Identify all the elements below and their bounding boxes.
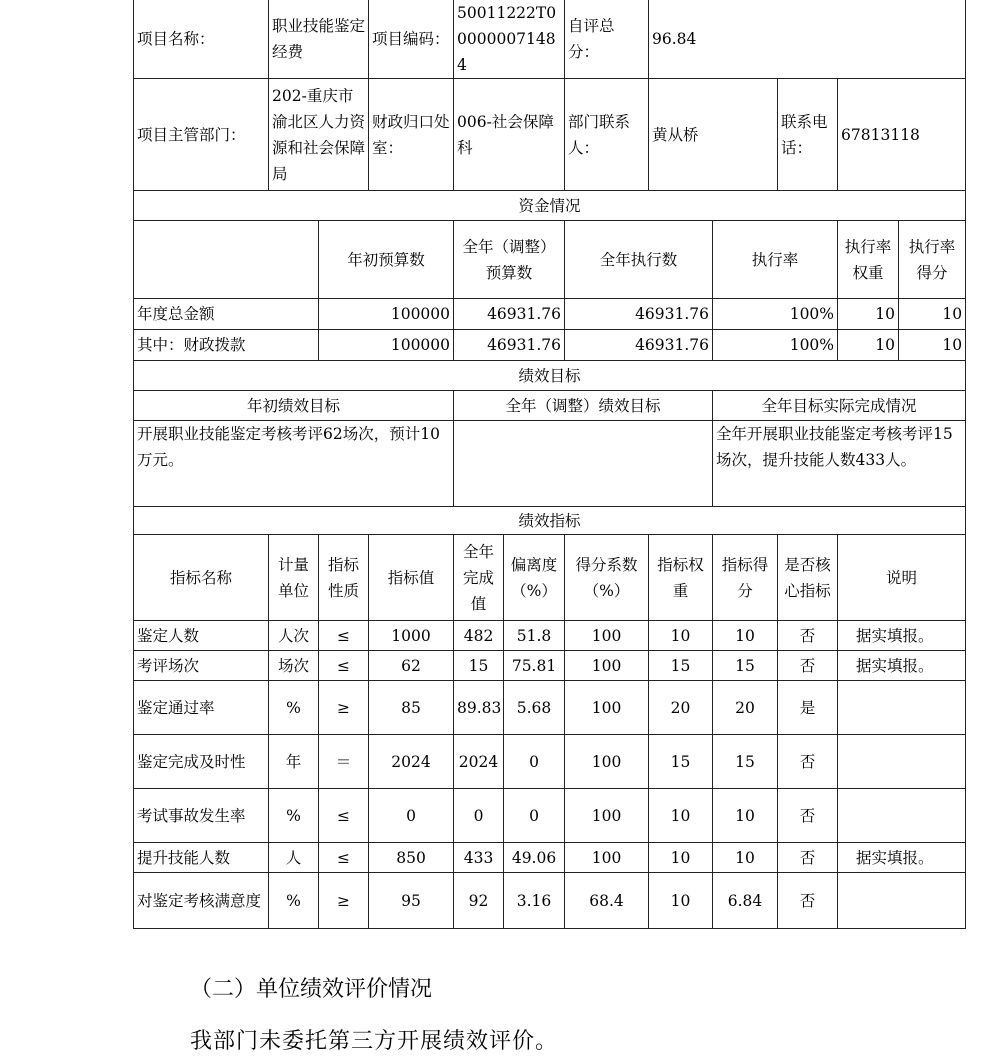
funds-header: 执行率 <box>713 221 838 299</box>
indicator-cell: 49.06 <box>504 843 565 873</box>
performance-table <box>133 0 966 929</box>
indicator-cell: 2024 <box>369 735 454 789</box>
indicator-cell: 482 <box>454 621 504 651</box>
funds-cell: 10 <box>838 299 899 330</box>
funds-cell: 10 <box>838 330 899 361</box>
funds-row <box>134 299 966 330</box>
indicator-header: 指标权重 <box>649 535 713 621</box>
indicator-cell: 89.83 <box>454 681 504 735</box>
indicator-cell: 5.68 <box>504 681 565 735</box>
funds-header: 执行率得分 <box>899 221 966 299</box>
indicator-row <box>134 789 966 843</box>
indicator-cell: 否 <box>778 735 838 789</box>
indicator-cell: 考试事故发生率 <box>134 789 269 843</box>
funds-header: 全年（调整）预算数 <box>454 221 565 299</box>
indicator-header: 全年完成值 <box>454 535 504 621</box>
indicator-cell: 62 <box>369 651 454 681</box>
goal-adjusted <box>454 421 713 507</box>
funds-header <box>134 221 319 299</box>
indicator-cell: ≤ <box>319 789 369 843</box>
funds-cell: 10 <box>899 299 966 330</box>
indicator-header: 说明 <box>838 535 966 621</box>
indicator-cell: 鉴定完成及时性 <box>134 735 269 789</box>
indicator-cell: 15 <box>713 651 778 681</box>
indicator-cell <box>838 873 966 929</box>
dept: 202-重庆市渝北区人力资源和社会保障局 <box>269 79 369 191</box>
funds-cell: 100% <box>713 299 838 330</box>
indicator-cell: 15 <box>454 651 504 681</box>
indicator-cell: 考评场次 <box>134 651 269 681</box>
indicator-row <box>134 843 966 873</box>
indicator-cell <box>838 789 966 843</box>
dept-label: 项目主管部门： <box>134 79 269 191</box>
indicator-cell: 否 <box>778 843 838 873</box>
indicator-cell: % <box>269 681 319 735</box>
indicator-cell: 10 <box>713 621 778 651</box>
project-code: 50011222T000000071484 <box>454 0 565 79</box>
indicator-header: 指标得分 <box>713 535 778 621</box>
funds-cell: 46931.76 <box>565 330 713 361</box>
score: 96.84 <box>649 0 966 79</box>
indicator-cell: 10 <box>713 789 778 843</box>
indicator-cell: 1000 <box>369 621 454 651</box>
indicator-cell: 10 <box>649 843 713 873</box>
indicator-cell: 2024 <box>454 735 504 789</box>
indicator-cell: 鉴定人数 <box>134 621 269 651</box>
score-label: 自评总分： <box>565 0 649 79</box>
indicator-cell: 0 <box>369 789 454 843</box>
contact: 黄从桥 <box>649 79 778 191</box>
indicator-header: 指标性质 <box>319 535 369 621</box>
indicator-cell: 850 <box>369 843 454 873</box>
goals-header: 年初绩效目标 <box>134 391 454 421</box>
indicator-cell: 15 <box>713 735 778 789</box>
indicator-row <box>134 735 966 789</box>
indicator-cell: 20 <box>649 681 713 735</box>
indicator-cell: 85 <box>369 681 454 735</box>
section-heading: （二）单位绩效评价情况 <box>190 977 433 1002</box>
indicator-cell: 鉴定通过率 <box>134 681 269 735</box>
indicator-cell: 100 <box>565 843 649 873</box>
indicator-cell: 否 <box>778 651 838 681</box>
indicator-header: 计量单位 <box>269 535 319 621</box>
office: 006-社会保障科 <box>454 79 565 191</box>
funds-cell: 100000 <box>319 330 454 361</box>
indicator-header: 是否核心指标 <box>778 535 838 621</box>
funds-cell: 10 <box>899 330 966 361</box>
indicator-cell: ≤ <box>319 843 369 873</box>
indicator-header: 偏离度（%） <box>504 535 565 621</box>
section-text: 我部门未委托第三方开展绩效评价。 <box>190 1029 559 1054</box>
indicator-cell: 100 <box>565 681 649 735</box>
indicator-cell: 否 <box>778 873 838 929</box>
indicator-header: 得分系数（%） <box>565 535 649 621</box>
funds-cell: 46931.76 <box>565 299 713 330</box>
indicator-row <box>134 873 966 929</box>
indicator-header: 指标值 <box>369 535 454 621</box>
indicator-cell: 10 <box>649 873 713 929</box>
funds-row <box>134 330 966 361</box>
indicator-cell: % <box>269 789 319 843</box>
indicator-cell: ≤ <box>319 651 369 681</box>
indicator-cell: ≥ <box>319 681 369 735</box>
indicator-cell: 100 <box>565 651 649 681</box>
indicator-cell: ≤ <box>319 621 369 651</box>
indicator-cell: 否 <box>778 621 838 651</box>
indicator-cell: 92 <box>454 873 504 929</box>
goal-initial: 开展职业技能鉴定考核考评62场次，预计10万元。 <box>134 421 454 507</box>
indicator-cell: 68.4 <box>565 873 649 929</box>
indicators-title: 绩效指标 <box>134 507 966 535</box>
funds-title: 资金情况 <box>134 191 966 221</box>
indicator-cell: 95 <box>369 873 454 929</box>
project-name: 职业技能鉴定经费 <box>269 0 369 79</box>
indicator-cell: 15 <box>649 735 713 789</box>
indicator-cell: 场次 <box>269 651 319 681</box>
indicator-cell <box>838 735 966 789</box>
indicator-cell: 3.16 <box>504 873 565 929</box>
indicator-cell: 433 <box>454 843 504 873</box>
funds-cell: 46931.76 <box>454 330 565 361</box>
indicator-cell: 否 <box>778 789 838 843</box>
indicator-cell: 提升技能人数 <box>134 843 269 873</box>
indicator-cell: 对鉴定考核满意度 <box>134 873 269 929</box>
indicator-cell: 15 <box>649 651 713 681</box>
goal-actual: 全年开展职业技能鉴定考核考评15场次，提升技能人数433人。 <box>713 421 966 507</box>
indicator-cell: 是 <box>778 681 838 735</box>
funds-cell: 100000 <box>319 299 454 330</box>
indicator-cell: 人 <box>269 843 319 873</box>
indicator-row <box>134 621 966 651</box>
indicator-cell: 10 <box>713 843 778 873</box>
indicator-cell: 10 <box>649 621 713 651</box>
funds-cell: 46931.76 <box>454 299 565 330</box>
indicator-cell: 据实填报。 <box>838 621 966 651</box>
indicator-cell: 6.84 <box>713 873 778 929</box>
indicator-cell: ＝ <box>319 735 369 789</box>
indicator-cell: 100 <box>565 789 649 843</box>
indicator-cell: 人次 <box>269 621 319 651</box>
indicator-cell: 100 <box>565 621 649 651</box>
funds-header: 执行率权重 <box>838 221 899 299</box>
indicator-cell: 51.8 <box>504 621 565 651</box>
project-code-label: 项目编码： <box>369 0 454 79</box>
indicator-cell: 据实填报。 <box>838 843 966 873</box>
indicator-cell <box>838 681 966 735</box>
goals-title: 绩效目标 <box>134 361 966 391</box>
office-label: 财政归口处室： <box>369 79 454 191</box>
project-name-label: 项目名称： <box>134 0 269 79</box>
indicator-row <box>134 681 966 735</box>
indicator-cell: 0 <box>504 789 565 843</box>
indicator-row <box>134 651 966 681</box>
indicator-cell: 100 <box>565 735 649 789</box>
goals-header: 全年（调整）绩效目标 <box>454 391 713 421</box>
funds-cell: 其中：财政拨款 <box>134 330 319 361</box>
phone: 67813118 <box>838 79 966 191</box>
funds-cell: 100% <box>713 330 838 361</box>
indicator-cell: 0 <box>504 735 565 789</box>
indicator-cell: 20 <box>713 681 778 735</box>
phone-label: 联系电话： <box>778 79 838 191</box>
indicator-cell: 年 <box>269 735 319 789</box>
indicator-cell: 10 <box>649 789 713 843</box>
funds-header: 年初预算数 <box>319 221 454 299</box>
indicator-cell: 据实填报。 <box>838 651 966 681</box>
indicator-cell: 0 <box>454 789 504 843</box>
indicator-cell: ≥ <box>319 873 369 929</box>
indicator-header: 指标名称 <box>134 535 269 621</box>
indicator-cell: 75.81 <box>504 651 565 681</box>
goals-header: 全年目标实际完成情况 <box>713 391 966 421</box>
contact-label: 部门联系人： <box>565 79 649 191</box>
funds-header: 全年执行数 <box>565 221 713 299</box>
funds-cell: 年度总金额 <box>134 299 319 330</box>
indicator-cell: % <box>269 873 319 929</box>
